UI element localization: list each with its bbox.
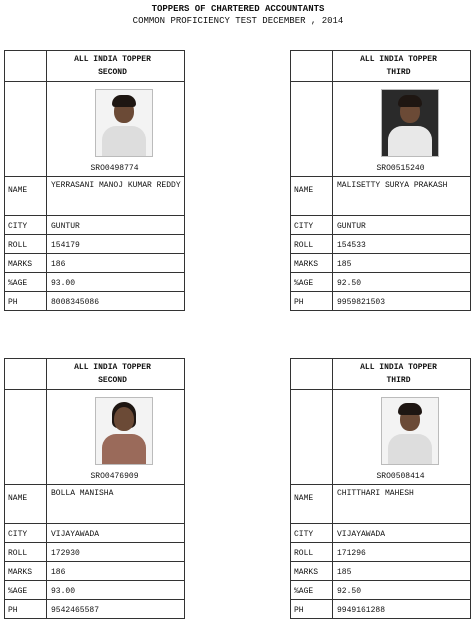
- sro-number: SRO0508414: [376, 472, 425, 481]
- marks-label: MARKS: [291, 254, 333, 272]
- marks-label: MARKS: [291, 562, 333, 580]
- marks-value: 185: [337, 567, 352, 577]
- marks-value: 185: [337, 259, 352, 269]
- ph-label: PH: [291, 292, 333, 310]
- name-label: NAME: [5, 485, 47, 523]
- name-value: BOLLA MANISHA: [51, 489, 114, 498]
- city-label: CITY: [291, 524, 333, 542]
- roll-value: 154533: [337, 240, 366, 250]
- card-rank: SECOND: [98, 68, 127, 77]
- name-value: MALISETTY SURYA PRAKASH: [337, 181, 448, 190]
- card-rank: THIRD: [386, 68, 411, 77]
- city-label: CITY: [5, 524, 47, 542]
- ph-label: PH: [5, 292, 47, 310]
- name-label: NAME: [291, 177, 333, 215]
- sro-number: SRO0476909: [90, 472, 139, 481]
- percentage-label: %AGE: [5, 581, 47, 599]
- card-rank: SECOND: [98, 376, 127, 385]
- roll-label: ROLL: [5, 235, 47, 253]
- card-title: ALL INDIA TOPPER: [360, 55, 437, 64]
- city-value: VIJAYAWADA: [51, 529, 100, 539]
- topper-card-3: [4, 358, 185, 619]
- city-value: GUNTUR: [337, 221, 366, 231]
- city-value: GUNTUR: [51, 221, 80, 231]
- roll-label: ROLL: [291, 235, 333, 253]
- page-title: TOPPERS OF CHARTERED ACCOUNTANTS: [151, 4, 325, 14]
- city-label: CITY: [291, 216, 333, 234]
- sro-number: SRO0515240: [376, 164, 425, 173]
- sro-number: SRO0498774: [90, 164, 139, 173]
- ph-value: 8008345086: [51, 297, 100, 307]
- name-value: CHITTHARI MAHESH: [337, 489, 414, 498]
- student-photo: [95, 89, 153, 157]
- roll-value: 171296: [337, 548, 366, 558]
- student-photo: [95, 397, 153, 465]
- percentage-label: %AGE: [291, 581, 333, 599]
- percentage-value: 93.00: [51, 278, 76, 288]
- ph-value: 9949161288: [337, 605, 386, 615]
- marks-label: MARKS: [5, 562, 47, 580]
- student-photo: [381, 397, 439, 465]
- topper-card-1: [4, 50, 185, 311]
- topper-card-2: [290, 50, 471, 311]
- ph-value: 9959821503: [337, 297, 386, 307]
- city-value: VIJAYAWADA: [337, 529, 386, 539]
- ph-label: PH: [291, 600, 333, 618]
- percentage-value: 93.00: [51, 586, 76, 596]
- city-label: CITY: [5, 216, 47, 234]
- percentage-label: %AGE: [5, 273, 47, 291]
- roll-value: 172930: [51, 548, 80, 558]
- name-label: NAME: [291, 485, 333, 523]
- roll-value: 154179: [51, 240, 80, 250]
- card-rank: THIRD: [386, 376, 411, 385]
- topper-card-4: [290, 358, 471, 619]
- ph-value: 9542465587: [51, 605, 100, 615]
- name-value: YERRASANI MANOJ KUMAR REDDY: [51, 181, 181, 190]
- student-photo: [381, 89, 439, 157]
- card-title: ALL INDIA TOPPER: [74, 363, 151, 372]
- roll-label: ROLL: [291, 543, 333, 561]
- page-subtitle: COMMON PROFICIENCY TEST DECEMBER , 2014: [132, 16, 344, 26]
- marks-label: MARKS: [5, 254, 47, 272]
- percentage-label: %AGE: [291, 273, 333, 291]
- name-label: NAME: [5, 177, 47, 215]
- card-title: ALL INDIA TOPPER: [360, 363, 437, 372]
- percentage-value: 92.50: [337, 278, 362, 288]
- card-title: ALL INDIA TOPPER: [74, 55, 151, 64]
- marks-value: 186: [51, 567, 66, 577]
- ph-label: PH: [5, 600, 47, 618]
- percentage-value: 92.50: [337, 586, 362, 596]
- marks-value: 186: [51, 259, 66, 269]
- roll-label: ROLL: [5, 543, 47, 561]
